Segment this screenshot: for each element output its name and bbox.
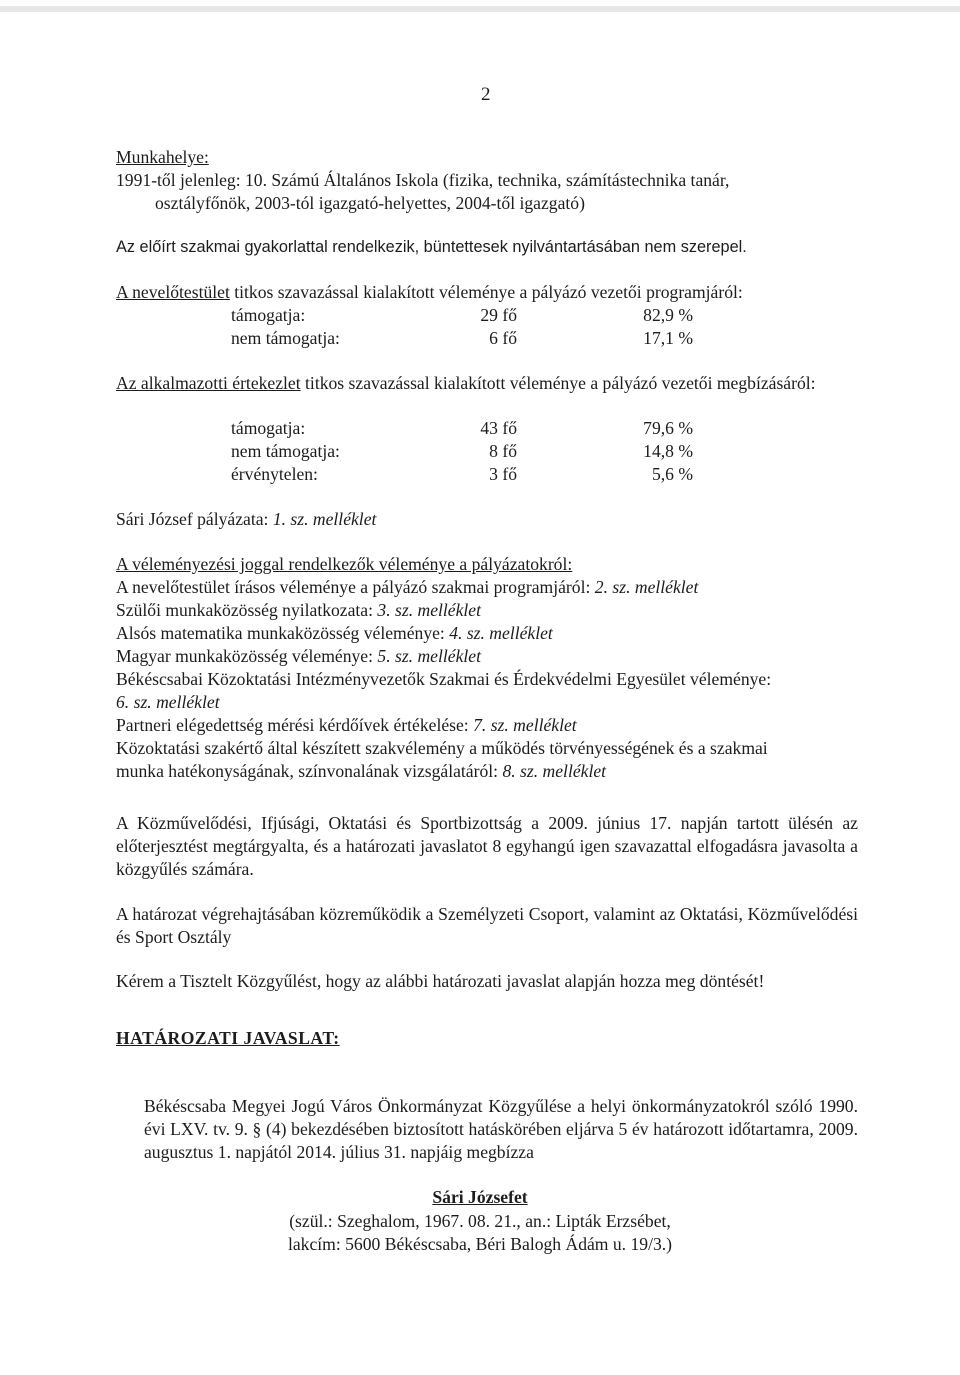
- employee-vote-title-rest: titkos szavazással kialakított véleménye a pályázó vezetői megbízásáról:: [300, 373, 816, 393]
- opinion-ref: 5. sz. melléklet: [377, 646, 481, 666]
- opinion-ref: 4. sz. melléklet: [449, 623, 553, 643]
- vote-percent: 17,1 %: [643, 328, 693, 348]
- opinion-ref: 3. sz. melléklet: [377, 600, 481, 620]
- opinion-text: munka hatékonyságának, színvonalának vizsgálatáról:: [116, 761, 503, 781]
- opinion-item: [116, 576, 698, 599]
- vote-count: 43 fő: [480, 418, 517, 438]
- vote-count: 29 fő: [480, 305, 517, 325]
- opinions-title: A véleményezési joggal rendelkezők véleménye a pályázatokról:: [116, 554, 573, 574]
- opinion-ref: 8. sz. melléklet: [502, 761, 607, 781]
- application-line: [116, 508, 376, 531]
- opinion-text: Magyar munkaközösség véleménye:: [116, 646, 378, 666]
- committee-paragraph: A Közművelődési, Ifjúsági, Oktatási és Sportbizottság a 2009. június 17. napján tartott ülésén az előterjesztést megtárgyalta, és a határozati javaslatot 8 egyhangú igen szavazattal elfogadásra javasolta a közgyűlés számára.: [116, 813, 858, 879]
- appointee-address: lakcím: 5600 Békéscsaba, Béri Balogh Ádám u. 19/3.): [287, 1234, 673, 1254]
- opinion-item: [116, 599, 481, 622]
- scan-edge: [0, 6, 960, 12]
- appointee-birth: (szül.: Szeghalom, 1967. 08. 21., an.: Lipták Erzsébet,: [289, 1211, 671, 1231]
- workplace-label: Munkahelye:: [116, 147, 209, 167]
- vote-percent: 82,9 %: [643, 305, 693, 325]
- application-ref: 1. sz. melléklet: [272, 509, 377, 529]
- criminal-record-text: Az előírt szakmai gyakorlattal rendelkezik, büntettesek nyilvántartásában nem szerepel.: [116, 238, 747, 256]
- resolution-paragraph: Békéscsaba Megyei Jogú Város Önkormányzat Közgyűlése a helyi önkormányzatokról szóló 1990. évi LXV. tv. 9. § (4) bekezdésében biztosított hatáskörében eljárva 5 év határozott időtartamra, 2009. augusztus 1. napjától 2014. július 31. napjáig megbízza: [144, 1096, 858, 1162]
- vote-count: 3 fő: [489, 464, 517, 484]
- opinion-ref: 2. sz. melléklet: [594, 577, 699, 597]
- resolution-heading: HATÁROZATI JAVASLAT:: [116, 1028, 340, 1048]
- execution-paragraph: A határozat végrehajtásában közreműködik a Személyzeti Csoport, valamint az Oktatási, Közművelődési és Sport Osztály: [116, 904, 858, 947]
- opinion-item-expert: Közoktatási szakértő által készített szakvélemény a működés törvényességének és a szakmai: [116, 738, 768, 758]
- vote-label: nem támogatja:: [231, 441, 340, 461]
- opinion-text: Szülői munkaközösség nyilatkozata:: [116, 600, 378, 620]
- staff-vote-title: [116, 281, 743, 304]
- vote-count: 8 fő: [489, 441, 517, 461]
- opinion-item: [116, 714, 577, 737]
- employee-vote-title: [116, 372, 858, 395]
- opinion-item: [116, 645, 481, 668]
- staff-vote-title-rest: titkos szavazással kialakított véleménye a pályázó vezetői programjáról:: [229, 282, 743, 302]
- vote-percent: 14,8 %: [643, 441, 693, 461]
- vote-percent: 5,6 %: [651, 464, 693, 484]
- vote-label: nem támogatja:: [231, 328, 340, 348]
- request-paragraph: Kérem a Tisztelt Közgyűlést, hogy az alábbi határozati javaslat alapján hozza meg döntését!: [116, 971, 765, 991]
- opinion-item-expert-cont: [116, 760, 606, 783]
- opinion-item-association: Békéscsabai Közoktatási Intézményvezetők Szakmai és Érdekvédelmi Egyesület véleménye:: [116, 669, 772, 689]
- vote-percent: 79,6 %: [643, 418, 693, 438]
- workplace-line-1: 1991-től jelenleg: 10. Számú Általános Iskola (fizika, technika, számítástechnika tanár,: [116, 170, 730, 190]
- vote-count: 6 fő: [489, 328, 517, 348]
- page-number: 2: [481, 84, 491, 105]
- opinion-text: Alsós matematika munkaközösség véleménye:: [116, 623, 450, 643]
- opinion-ref: 6. sz. melléklet: [116, 692, 220, 712]
- vote-label: érvénytelen:: [231, 464, 318, 484]
- workplace-line-2: osztályfőnök, 2003-tól igazgató-helyettes, 2004-től igazgató): [155, 193, 585, 213]
- appointee-name: Sári Józsefet: [432, 1187, 528, 1207]
- vote-label: támogatja:: [231, 418, 306, 438]
- vote-label: támogatja:: [231, 305, 306, 325]
- opinion-text: A nevelőtestület írásos véleménye a pályázó szakmai programjáról:: [116, 577, 595, 597]
- employee-vote-title-underlined: Az alkalmazotti értekezlet: [116, 373, 301, 393]
- opinion-ref: 7. sz. melléklet: [473, 715, 577, 735]
- opinion-text: Partneri elégedettség mérési kérdőívek értékelése:: [116, 715, 474, 735]
- opinion-item: [116, 622, 553, 645]
- staff-vote-title-underlined: A nevelőtestület: [116, 282, 230, 302]
- application-text: Sári József pályázata:: [116, 509, 273, 529]
